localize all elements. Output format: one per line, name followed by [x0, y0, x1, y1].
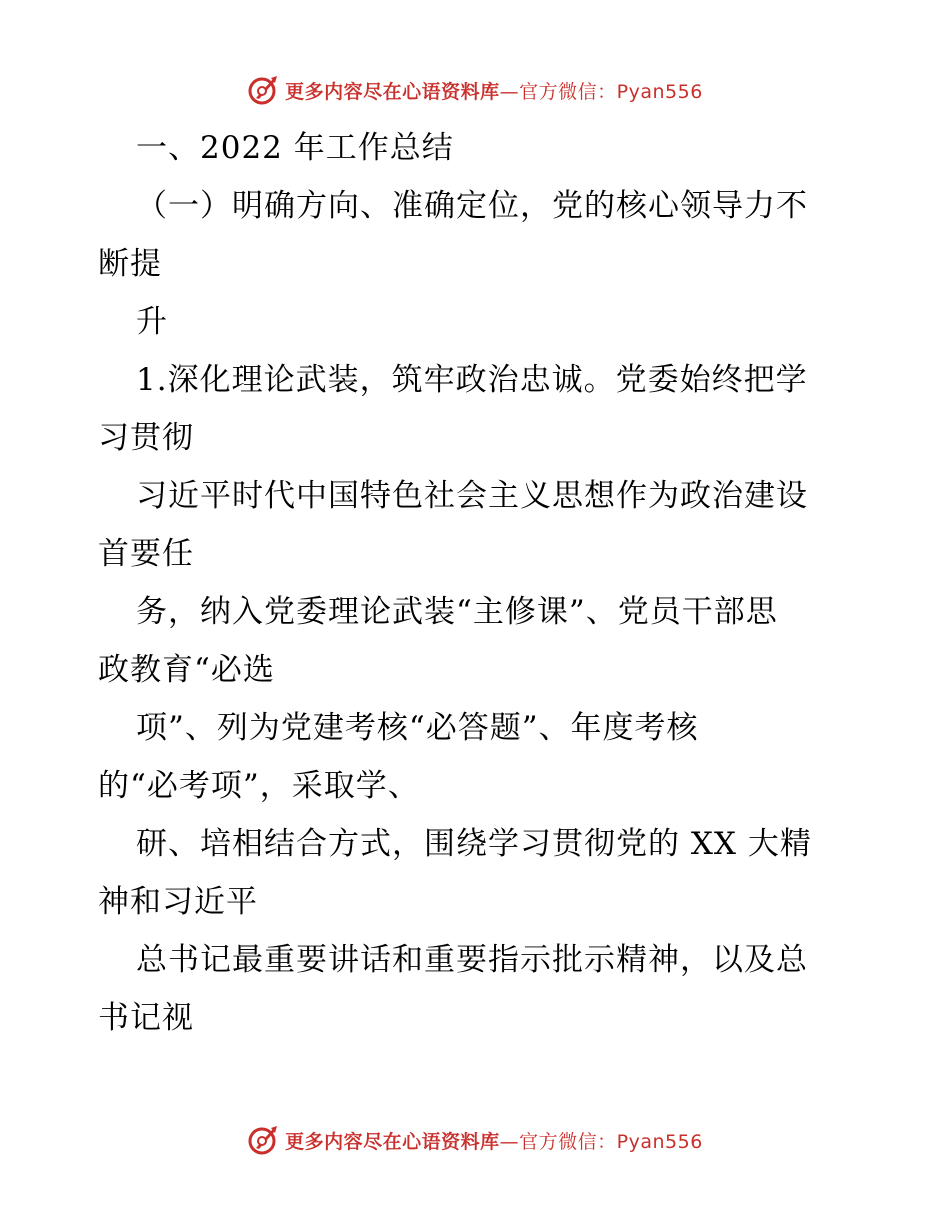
paragraph-line: 项”、列为党建考核“必答题”、年度考核 — [136, 710, 699, 746]
paragraph-line: 神和习近平 — [98, 884, 258, 920]
paragraph-line: 1.深化理论武装，筑牢政治忠诚。党委始终把学 — [136, 362, 808, 398]
subsection-heading: （一）明确方向、准确定位，党的核心领导力不 — [136, 188, 808, 224]
paragraph-line: 总书记最重要讲话和重要指示批示精神，以及总 — [136, 942, 808, 978]
paragraph-line: 升 — [136, 304, 168, 340]
paragraph-line: 务，纳入党委理论武装“主修课”、党员干部思 — [136, 594, 778, 630]
paragraph-line: 断提 — [98, 246, 162, 282]
paragraph-line: 书记视 — [98, 1000, 194, 1036]
paragraph-line: 习近平时代中国特色社会主义思想作为政治建设 — [136, 478, 808, 514]
header-banner-text: 更多内容尽在心语资料库—官方微信：Pyan556 — [285, 80, 703, 103]
paragraph-line: 政教育“必选 — [98, 652, 275, 688]
header-watermark-banner — [0, 70, 950, 110]
paragraph-line: 的“必考项”，采取学、 — [98, 768, 420, 804]
quill-logo-icon — [247, 1124, 279, 1156]
footer-watermark-banner — [0, 1120, 950, 1160]
footer-banner-text: 更多内容尽在心语资料库—官方微信：Pyan556 — [285, 1130, 703, 1153]
paragraph-line: 习贯彻 — [98, 420, 194, 456]
quill-logo-icon — [247, 74, 279, 106]
section-heading: 一、2022 年工作总结 — [136, 130, 454, 166]
paragraph-line: 首要任 — [98, 536, 194, 572]
paragraph-line: 研、培相结合方式，围绕学习贯彻党的 XX 大精 — [136, 826, 812, 862]
